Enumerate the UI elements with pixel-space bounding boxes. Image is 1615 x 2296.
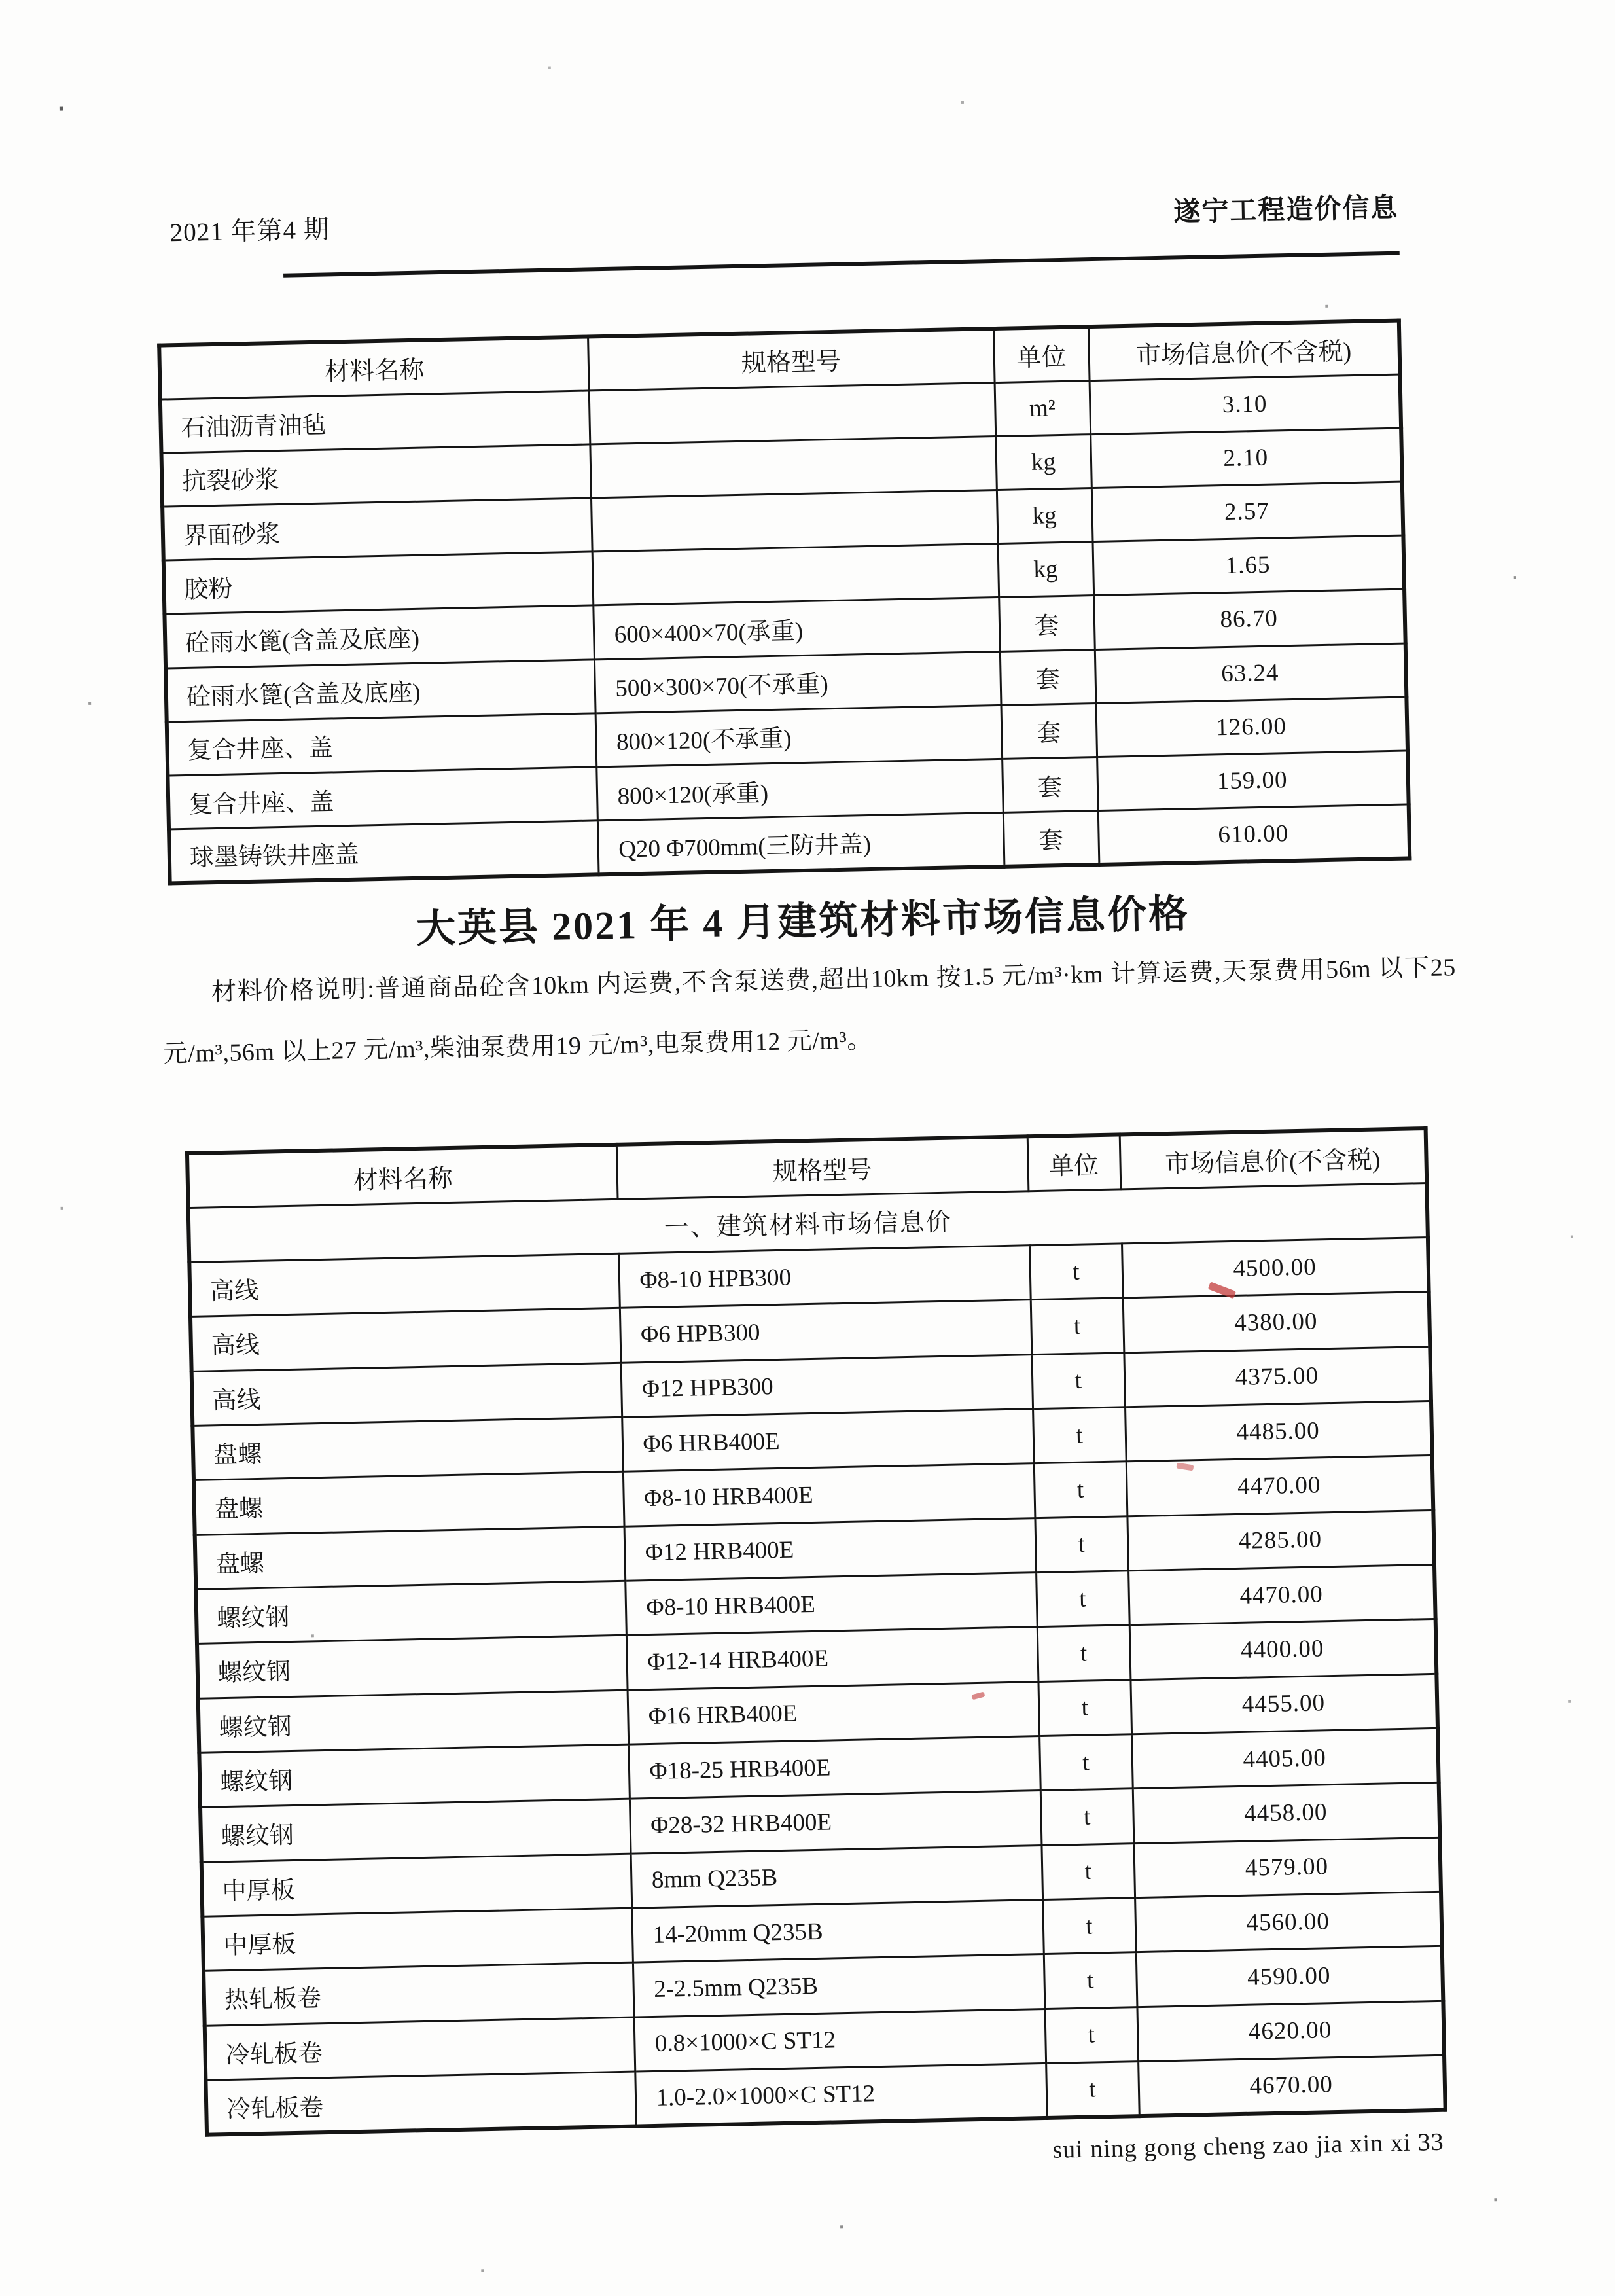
col-header-unit: 单位	[993, 327, 1090, 382]
table-cell: Φ6 HRB400E	[622, 1409, 1034, 1472]
table-cell: Φ6 HPB300	[620, 1300, 1032, 1363]
table-cell: m²	[995, 380, 1091, 436]
table-cell: Φ16 HRB400E	[628, 1681, 1040, 1744]
table-cell	[590, 436, 997, 498]
section-row-label: 一、建筑材料市场信息价	[188, 1183, 1428, 1262]
table-cell: 复合井座、盖	[168, 767, 597, 829]
table-cell: 螺纹钢	[199, 1744, 630, 1807]
table-cell: 159.00	[1097, 751, 1409, 811]
table-cell: 冷轧板卷	[205, 2017, 635, 2080]
table-cell: 4470.00	[1128, 1564, 1436, 1625]
table-cell: Q20 Φ700mm(三防井盖)	[597, 813, 1004, 875]
col-header-spec: 规格型号	[616, 1136, 1029, 1199]
table-cell: 600×400×70(承重)	[593, 598, 1000, 660]
table-cell: 4579.00	[1133, 1837, 1441, 1898]
col-header-material-name: 材料名称	[159, 336, 589, 399]
materials-price-table-1	[157, 319, 1411, 886]
col-header-price: 市场信息价(不含税)	[1120, 1128, 1427, 1189]
table-cell: t	[1039, 1734, 1133, 1791]
table-cell	[592, 544, 999, 606]
table-cell: Φ8-10 HRB400E	[623, 1463, 1035, 1526]
table-cell: t	[1041, 1843, 1135, 1899]
table-cell: 4485.00	[1125, 1401, 1432, 1462]
table-cell: 套	[1001, 703, 1097, 759]
table-cell: Φ12-14 HRB400E	[626, 1627, 1038, 1690]
table-cell: 冷轧板卷	[205, 2072, 636, 2135]
table-cell	[591, 490, 998, 552]
table-cell: 套	[1000, 649, 1096, 705]
table-cell: 中厚板	[202, 1908, 633, 1971]
table-cell: 4458.00	[1133, 1783, 1440, 1844]
table-cell: 4375.00	[1124, 1346, 1431, 1407]
col-header-price: 市场信息价(不含税)	[1088, 321, 1400, 381]
table-cell: t	[1040, 1789, 1134, 1845]
table-cell: 复合井座、盖	[167, 713, 597, 776]
table-cell: t	[1038, 1679, 1131, 1736]
table-cell: 螺纹钢	[197, 1635, 628, 1698]
table-cell: 抗裂砂浆	[161, 444, 591, 507]
table-cell: 4670.00	[1138, 2055, 1446, 2116]
table-cell: 高线	[190, 1308, 621, 1371]
table-cell: 63.24	[1095, 643, 1407, 704]
table-cell: 球墨铸铁井座盖	[169, 821, 599, 883]
table-cell: 86.70	[1093, 589, 1406, 649]
table-cell: t	[1033, 1407, 1126, 1463]
table-cell: 砼雨水篦(含盖及底座)	[164, 605, 594, 668]
table-cell: t	[1037, 1625, 1131, 1681]
table-cell: 胶粉	[164, 552, 594, 614]
table-cell: 4560.00	[1135, 1892, 1442, 1952]
table-cell: 盘螺	[192, 1417, 623, 1480]
table-cell: Φ8-10 HPB300	[618, 1246, 1031, 1308]
table-cell: 界面砂浆	[162, 498, 592, 560]
table-cell: 800×120(不承重)	[595, 705, 1003, 767]
table-cell: 砼雨水篦(含盖及底座)	[166, 659, 595, 721]
table-cell: 套	[1002, 757, 1098, 813]
table-cell: t	[1034, 1462, 1127, 1518]
price-note-paragraph: 材料价格说明:普通商品砼含10km 内运费,不含泵送费,超出10km 按1.5 元/m³·km 计算运费,天泵费用56m 以下25 元/m³,56m 以上27 元/m³,柴油泵费用19 元/m³,电泵费用12 元/m³。	[162, 954, 1457, 1068]
table-cell: 126.00	[1095, 697, 1408, 757]
table-cell: Φ18-25 HRB400E	[628, 1736, 1040, 1799]
table-cell: 4470.00	[1126, 1456, 1434, 1516]
table-cell: Φ28-32 HRB400E	[630, 1791, 1042, 1854]
table-cell: 610.00	[1098, 804, 1410, 865]
table-cell: t	[1035, 1516, 1128, 1572]
header-rule	[283, 251, 1400, 278]
table-cell: kg	[997, 488, 1093, 544]
table-cell: Φ8-10 HRB400E	[625, 1573, 1037, 1636]
table-cell: 1.65	[1092, 535, 1404, 596]
col-header-material-name: 材料名称	[187, 1145, 618, 1208]
table-cell: Φ12 HPB300	[621, 1354, 1033, 1417]
table-cell: 高线	[192, 1363, 622, 1426]
table-cell: 800×120(承重)	[596, 759, 1003, 821]
table-cell: 0.8×1000×C ST12	[634, 2009, 1046, 2072]
table-cell: t	[1042, 1898, 1136, 1954]
table-cell: 套	[999, 596, 1095, 651]
table-cell: t	[1044, 2007, 1138, 2063]
table-cell: 500×300×70(不承重)	[594, 651, 1001, 713]
table-cell: 螺纹钢	[200, 1799, 631, 1861]
table-cell: t	[1036, 1571, 1129, 1627]
page-header	[169, 186, 1399, 249]
table-cell: 4285.00	[1127, 1510, 1434, 1571]
table-cell: 高线	[189, 1253, 620, 1316]
col-header-spec: 规格型号	[588, 329, 995, 390]
table-cell: 螺纹钢	[198, 1690, 629, 1753]
table-cell: 盘螺	[195, 1526, 626, 1589]
table-cell: Φ12 HRB400E	[624, 1518, 1037, 1581]
table-cell: 4405.00	[1131, 1728, 1439, 1789]
table-cell: 中厚板	[202, 1854, 632, 1916]
table-cell: 4500.00	[1122, 1237, 1429, 1298]
table-cell: 螺纹钢	[196, 1581, 626, 1643]
table-cell: t	[1046, 2062, 1139, 2118]
table-cell: t	[1044, 1952, 1137, 2009]
table-cell: 石油沥青油毡	[160, 390, 590, 452]
table-cell: 2.57	[1091, 482, 1404, 542]
table-cell: 14-20mm Q235B	[631, 1899, 1044, 1962]
table-cell: 盘螺	[194, 1471, 624, 1534]
table-cell: 4590.00	[1136, 1946, 1444, 2007]
table-cell: 4455.00	[1130, 1674, 1438, 1734]
table-cell: 2-2.5mm Q235B	[633, 1954, 1045, 2017]
table-cell: 套	[1003, 811, 1099, 867]
table-cell: t	[1031, 1298, 1124, 1354]
document-title: 大英县 2021 年 4 月建筑材料市场信息价格	[416, 892, 1190, 951]
table-cell: kg	[995, 434, 1091, 490]
table-cell: t	[1031, 1352, 1125, 1408]
table-cell: 4400.00	[1129, 1619, 1437, 1680]
table-cell: 1.0-2.0×1000×C ST12	[635, 2063, 1047, 2126]
table-cell: 4380.00	[1123, 1292, 1430, 1353]
page-footer: sui ning gong cheng zao jia xin xi 33	[1052, 2128, 1445, 2164]
table-cell: 3.10	[1090, 374, 1402, 435]
issue-label: 2021 年第4 期	[169, 215, 330, 247]
table-cell: t	[1029, 1244, 1123, 1300]
materials-price-table-2	[185, 1126, 1447, 2137]
table-cell: 4620.00	[1137, 2001, 1444, 2062]
table-cell	[589, 382, 996, 444]
col-header-unit: 单位	[1027, 1134, 1121, 1191]
table-cell: kg	[998, 542, 1094, 598]
table-cell: 8mm Q235B	[631, 1845, 1043, 1908]
table-cell: 2.10	[1090, 428, 1402, 488]
table-cell: 热轧板卷	[204, 1962, 634, 2025]
journal-title: 遂宁工程造价信息	[1173, 192, 1399, 227]
